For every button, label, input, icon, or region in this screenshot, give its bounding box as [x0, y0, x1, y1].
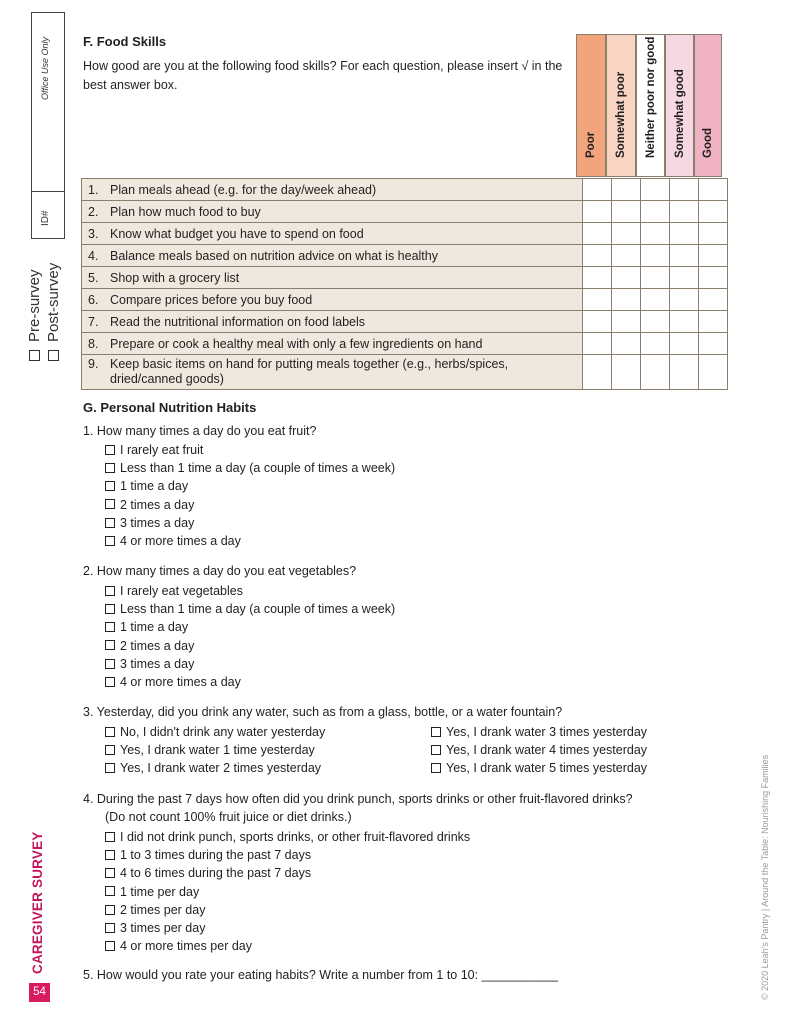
- option-item[interactable]: [105, 901, 470, 919]
- question-cell: [82, 355, 583, 390]
- rating-header-poor: [576, 34, 606, 177]
- checkbox-icon[interactable]: [105, 941, 115, 951]
- copyright-credit: © 2020 Leah's Pantry | Around the Table: Nourishing Families: [760, 754, 770, 1000]
- answer-box[interactable]: [699, 333, 728, 355]
- question-number: 9.: [88, 357, 99, 371]
- table-row: [82, 179, 728, 201]
- option-item[interactable]: [105, 723, 325, 741]
- post-survey-label: Post-survey: [45, 262, 62, 342]
- answer-box[interactable]: [583, 223, 612, 245]
- rating-label: Neither poor nor good: [644, 36, 657, 158]
- answer-box[interactable]: [612, 179, 641, 201]
- question-number: 5.: [88, 270, 99, 285]
- office-use-label: Office Use Only: [40, 36, 50, 100]
- checkbox-icon[interactable]: [105, 677, 115, 687]
- post-survey-option[interactable]: [45, 263, 62, 361]
- question-3-options-right: [431, 723, 647, 778]
- answer-box[interactable]: [612, 311, 641, 333]
- option-label: 2 times per day: [120, 902, 206, 917]
- rating-header-neither: [636, 34, 665, 177]
- answer-box[interactable]: [612, 245, 641, 267]
- answer-box[interactable]: [699, 245, 728, 267]
- option-item[interactable]: [105, 883, 470, 901]
- answer-box[interactable]: [699, 179, 728, 201]
- option-label: Yes, I drank water 1 time yesterday: [120, 743, 315, 758]
- question-number: 7.: [88, 314, 99, 329]
- pre-survey-label: Pre-survey: [26, 269, 43, 342]
- question-text-line2: dried/canned goods): [110, 372, 224, 386]
- checkbox-icon[interactable]: [431, 763, 441, 773]
- question-3: 3. Yesterday, did you drink any water, such as from a glass, bottle, or a water fountain?: [83, 705, 563, 719]
- rating-header-somewhat-poor: [606, 34, 636, 177]
- section-f-intro: How good are you at the following food skills? For each question, please insert √ in the best answer box.: [83, 59, 563, 92]
- question-number: 1.: [88, 182, 99, 197]
- answer-box[interactable]: [670, 355, 699, 390]
- option-item[interactable]: [105, 618, 395, 636]
- answer-box[interactable]: [670, 223, 699, 245]
- checkbox-icon[interactable]: [105, 586, 115, 596]
- option-label: 1 time a day: [120, 620, 189, 635]
- option-label: I did not drink punch, sports drinks, or other fruit-flavored drinks: [120, 830, 471, 844]
- question-text: Know what budget you have to spend on food: [110, 226, 364, 241]
- checkbox-icon[interactable]: [105, 604, 115, 614]
- answer-box[interactable]: [612, 223, 641, 245]
- option-label: 1 to 3 times during the past 7 days: [120, 848, 312, 863]
- checkbox-icon[interactable]: [105, 850, 115, 860]
- pre-survey-option[interactable]: [26, 269, 43, 361]
- checkbox-icon[interactable]: [105, 518, 115, 528]
- option-item[interactable]: [105, 655, 395, 673]
- option-label: I rarely eat vegetables: [120, 584, 243, 598]
- answer-box[interactable]: [583, 333, 612, 355]
- question-cell: [82, 333, 583, 355]
- answer-box[interactable]: [670, 289, 699, 311]
- checkbox-icon[interactable]: [105, 905, 115, 915]
- question-2: 2. How many times a day do you eat vegetables?: [83, 564, 357, 578]
- question-number: 8.: [88, 336, 99, 351]
- checkbox-icon[interactable]: [105, 463, 115, 473]
- option-item[interactable]: [105, 741, 325, 759]
- option-item[interactable]: [431, 741, 647, 759]
- question-3-options-left: [105, 723, 325, 778]
- answer-box[interactable]: [641, 333, 670, 355]
- rating-label: Somewhat poor: [615, 71, 627, 158]
- answer-box[interactable]: [641, 289, 670, 311]
- option-label: 4 or more times a day: [120, 534, 241, 549]
- option-item[interactable]: [105, 759, 325, 777]
- section-g-title: G. Personal Nutrition Habits: [83, 400, 257, 415]
- answer-box[interactable]: [641, 267, 670, 289]
- option-item[interactable]: [431, 723, 647, 741]
- rating-label: Somewhat good: [673, 69, 686, 158]
- answer-box[interactable]: [641, 311, 670, 333]
- checkbox-icon[interactable]: [105, 832, 115, 842]
- option-item[interactable]: [105, 637, 395, 655]
- question-number: 3.: [88, 226, 99, 241]
- table-row: [82, 223, 728, 245]
- rating-label: Poor: [585, 131, 597, 158]
- answer-box[interactable]: [670, 245, 699, 267]
- id-label: ID#: [40, 210, 51, 226]
- answer-box[interactable]: [641, 245, 670, 267]
- question-text: Read the nutritional information on food labels: [110, 314, 366, 329]
- question-cell: [82, 311, 583, 333]
- question-cell: [82, 201, 583, 223]
- table-row: [82, 201, 728, 223]
- question-text: Compare prices before you buy food: [110, 292, 313, 307]
- answer-box[interactable]: [612, 201, 641, 223]
- checkbox-icon[interactable]: [431, 745, 441, 755]
- option-item[interactable]: [105, 864, 470, 882]
- question-cell: [82, 179, 583, 201]
- answer-box[interactable]: [670, 333, 699, 355]
- option-label: 3 times per day: [120, 921, 206, 936]
- question-cell: [82, 245, 583, 267]
- option-item[interactable]: [105, 846, 470, 864]
- answer-box[interactable]: [699, 289, 728, 311]
- answer-box[interactable]: [583, 289, 612, 311]
- answer-box[interactable]: [670, 179, 699, 201]
- checkbox-icon[interactable]: [105, 886, 115, 896]
- answer-box[interactable]: [641, 201, 670, 223]
- question-5[interactable]: 5. How would you rate your eating habits? Write a number from 1 to 10: ___________: [83, 968, 559, 982]
- answer-box[interactable]: [612, 267, 641, 289]
- office-box-divider: [32, 191, 64, 192]
- question-text-line1: Keep basic items on hand for putting meals together (e.g., herbs/spices,: [110, 357, 509, 371]
- option-label: 4 or more times per day: [120, 939, 252, 954]
- answer-box[interactable]: [641, 179, 670, 201]
- answer-box[interactable]: [583, 201, 612, 223]
- answer-box[interactable]: [670, 311, 699, 333]
- option-label: Less than 1 time a day (a couple of times a week): [120, 461, 396, 476]
- option-item[interactable]: [431, 759, 647, 777]
- option-label: 1 time a day: [120, 479, 189, 494]
- option-item[interactable]: [105, 514, 395, 532]
- section-f-title: F. Food Skills: [83, 34, 167, 49]
- option-item[interactable]: [105, 477, 395, 495]
- option-label: 3 times a day: [120, 656, 195, 671]
- option-item[interactable]: [105, 673, 395, 691]
- checkbox-icon[interactable]: [105, 659, 115, 669]
- option-label: 3 times a day: [120, 515, 195, 530]
- answer-box[interactable]: [699, 267, 728, 289]
- checkbox-icon[interactable]: [105, 923, 115, 933]
- question-text: Plan meals ahead (e.g. for the day/week ahead): [110, 182, 377, 197]
- question-number: 2.: [88, 204, 99, 219]
- table-row: [82, 289, 728, 311]
- checkbox-icon[interactable]: [105, 868, 115, 878]
- option-label: 4 to 6 times during the past 7 days: [120, 866, 312, 881]
- answer-box[interactable]: [641, 355, 670, 390]
- option-label: Yes, I drank water 5 times yesterday: [446, 761, 648, 776]
- question-2-options: [105, 582, 395, 691]
- question-4-options: [105, 828, 470, 955]
- question-cell: [82, 223, 583, 245]
- option-item[interactable]: [105, 937, 470, 955]
- question-cell: [82, 289, 583, 311]
- question-1-options: [105, 441, 395, 550]
- answer-box[interactable]: [583, 355, 612, 390]
- option-label: Yes, I drank water 3 times yesterday: [446, 725, 648, 739]
- answer-box[interactable]: [583, 311, 612, 333]
- question-4: 4. During the past 7 days how often did you drink punch, sports drinks or other fruit-flavored drinks?: [83, 792, 633, 806]
- option-label: No, I didn't drink any water yesterday: [120, 725, 326, 739]
- rating-header-somewhat-good: [665, 34, 694, 177]
- question-text: [110, 357, 508, 387]
- table-row: [82, 311, 728, 333]
- answer-box[interactable]: [612, 289, 641, 311]
- page-number: 54: [29, 983, 50, 1002]
- checkbox-icon[interactable]: [105, 499, 115, 509]
- option-label: 4 or more times a day: [120, 675, 241, 690]
- table-row: [82, 245, 728, 267]
- table-row: [82, 267, 728, 289]
- question-text: Plan how much food to buy: [110, 204, 261, 219]
- option-label: 2 times a day: [120, 638, 195, 653]
- rating-label: Good: [702, 127, 714, 158]
- checkbox-icon[interactable]: [105, 745, 115, 755]
- answer-box[interactable]: [670, 267, 699, 289]
- option-item[interactable]: [105, 828, 470, 846]
- question-text: Prepare or cook a healthy meal with only a few ingredients on hand: [110, 336, 483, 351]
- answer-box[interactable]: [612, 333, 641, 355]
- checkbox-icon[interactable]: [105, 622, 115, 632]
- checkbox-icon[interactable]: [105, 727, 115, 737]
- option-item[interactable]: [105, 496, 395, 514]
- answer-box[interactable]: [699, 223, 728, 245]
- answer-box[interactable]: [670, 201, 699, 223]
- option-label: Less than 1 time a day (a couple of times a week): [120, 602, 396, 617]
- question-number: 6.: [88, 292, 99, 307]
- option-item[interactable]: [105, 459, 395, 477]
- option-label: 2 times a day: [120, 497, 195, 512]
- question-text: Shop with a grocery list: [110, 270, 240, 285]
- option-label: Yes, I drank water 4 times yesterday: [446, 743, 648, 758]
- table-row: [82, 355, 728, 390]
- checkbox-icon[interactable]: [105, 536, 115, 546]
- checkbox-icon[interactable]: [105, 445, 115, 455]
- answer-box[interactable]: [699, 201, 728, 223]
- rating-header-good: [694, 34, 722, 177]
- answer-box[interactable]: [612, 355, 641, 390]
- checkbox-icon[interactable]: [105, 481, 115, 491]
- answer-box[interactable]: [583, 245, 612, 267]
- answer-box[interactable]: [583, 179, 612, 201]
- question-cell: [82, 267, 583, 289]
- checkbox-icon[interactable]: [105, 640, 115, 650]
- option-item[interactable]: [105, 600, 395, 618]
- checkbox-icon[interactable]: [431, 727, 441, 737]
- question-4-note: (Do not count 100% fruit juice or diet drinks.): [105, 810, 352, 824]
- option-label: Yes, I drank water 2 times yesterday: [120, 761, 322, 776]
- pre-survey-checkbox[interactable]: [29, 350, 40, 361]
- option-item[interactable]: [105, 582, 395, 600]
- table-row: [82, 333, 728, 355]
- option-item[interactable]: [105, 532, 395, 550]
- survey-title: CAREGIVER SURVEY: [30, 831, 45, 974]
- option-item[interactable]: [105, 441, 395, 459]
- post-survey-checkbox[interactable]: [48, 350, 59, 361]
- food-skills-table: [81, 178, 728, 390]
- option-label: I rarely eat fruit: [120, 443, 204, 457]
- answer-box[interactable]: [699, 355, 728, 390]
- answer-box[interactable]: [641, 223, 670, 245]
- checkbox-icon[interactable]: [105, 763, 115, 773]
- option-item[interactable]: [105, 919, 470, 937]
- option-label: 1 time per day: [120, 884, 200, 899]
- question-1: 1. How many times a day do you eat fruit?: [83, 424, 317, 438]
- question-number: 4.: [88, 248, 99, 263]
- question-text: Balance meals based on nutrition advice on what is healthy: [110, 248, 438, 263]
- answer-box[interactable]: [583, 267, 612, 289]
- answer-box[interactable]: [699, 311, 728, 333]
